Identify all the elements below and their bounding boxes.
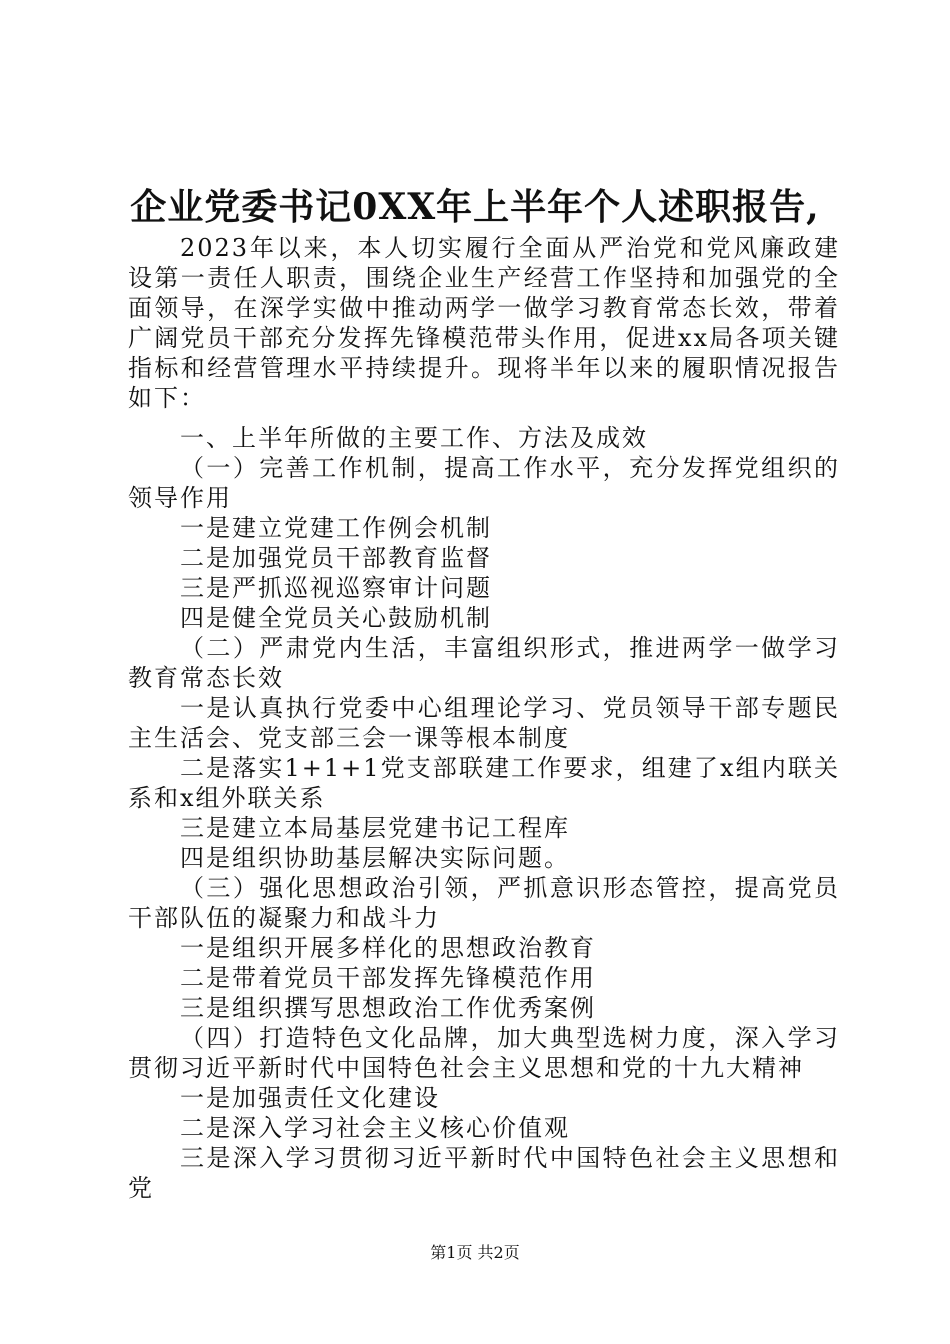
list-item: 二是加强党员干部教育监督 (180, 544, 492, 572)
list-item: 三是深入学习贯彻习近平新时代中国特色社会主义思想和党 (128, 1144, 840, 1202)
outline-section (128, 423, 840, 1203)
list-item: 一是认真执行党委中心组理论学习、党员领导干部专题民主生活会、党支部三会一课等根本制度 (128, 694, 840, 752)
subsection-heading: （四）打造特色文化品牌，加大典型选树力度，深入学习贯彻习近平新时代中国特色社会主义思想和党的十九大精神 (128, 1024, 840, 1082)
section-heading: 一、上半年所做的主要工作、方法及成效 (180, 424, 648, 452)
list-item: 二是深入学习社会主义核心价值观 (180, 1114, 570, 1142)
intro-section (128, 233, 840, 413)
list-item: 三是组织撰写思想政治工作优秀案例 (180, 994, 596, 1022)
list-item: 四是组织协助基层解决实际问题。 (180, 844, 570, 872)
list-item: 四是健全党员关心鼓励机制 (180, 604, 492, 632)
page-number-footer: 第1页 共2页 (430, 1243, 520, 1262)
list-item: 三是建立本局基层党建书记工程库 (180, 814, 570, 842)
list-item: 二是落实1+1+1党支部联建工作要求，组建了x组内联关系和x组外联关系 (128, 754, 840, 812)
list-item: 一是建立党建工作例会机制 (180, 514, 492, 542)
list-item: 一是加强责任文化建设 (180, 1084, 440, 1112)
subsection-heading: （三）强化思想政治引领，严抓意识形态管控，提高党员干部队伍的凝聚力和战斗力 (128, 874, 840, 932)
list-item: 三是严抓巡视巡察审计问题 (180, 574, 492, 602)
document-title: 企业党委书记0XX年上半年个人述职报告, (130, 186, 820, 228)
intro-paragraph: 2023年以来，本人切实履行全面从严治党和党风廉政建设第一责任人职责，围绕企业生产经营工作坚持和加强党的全面领导，在深学实做中推动两学一做学习教育常态长效，带着广阔党员干部充分发挥先锋模范带头作用，促进xx局各项关键指标和经营管理水平持续提升。现将半年以来的履职情况报告如下： (128, 234, 840, 412)
subsection-heading: （二）严肃党内生活，丰富组织形式，推进两学一做学习教育常态长效 (128, 634, 840, 692)
list-item: 一是组织开展多样化的思想政治教育 (180, 934, 596, 962)
subsection-heading: （一）完善工作机制，提高工作水平，充分发挥党组织的领导作用 (128, 454, 840, 512)
list-item: 二是带着党员干部发挥先锋模范作用 (180, 964, 596, 992)
